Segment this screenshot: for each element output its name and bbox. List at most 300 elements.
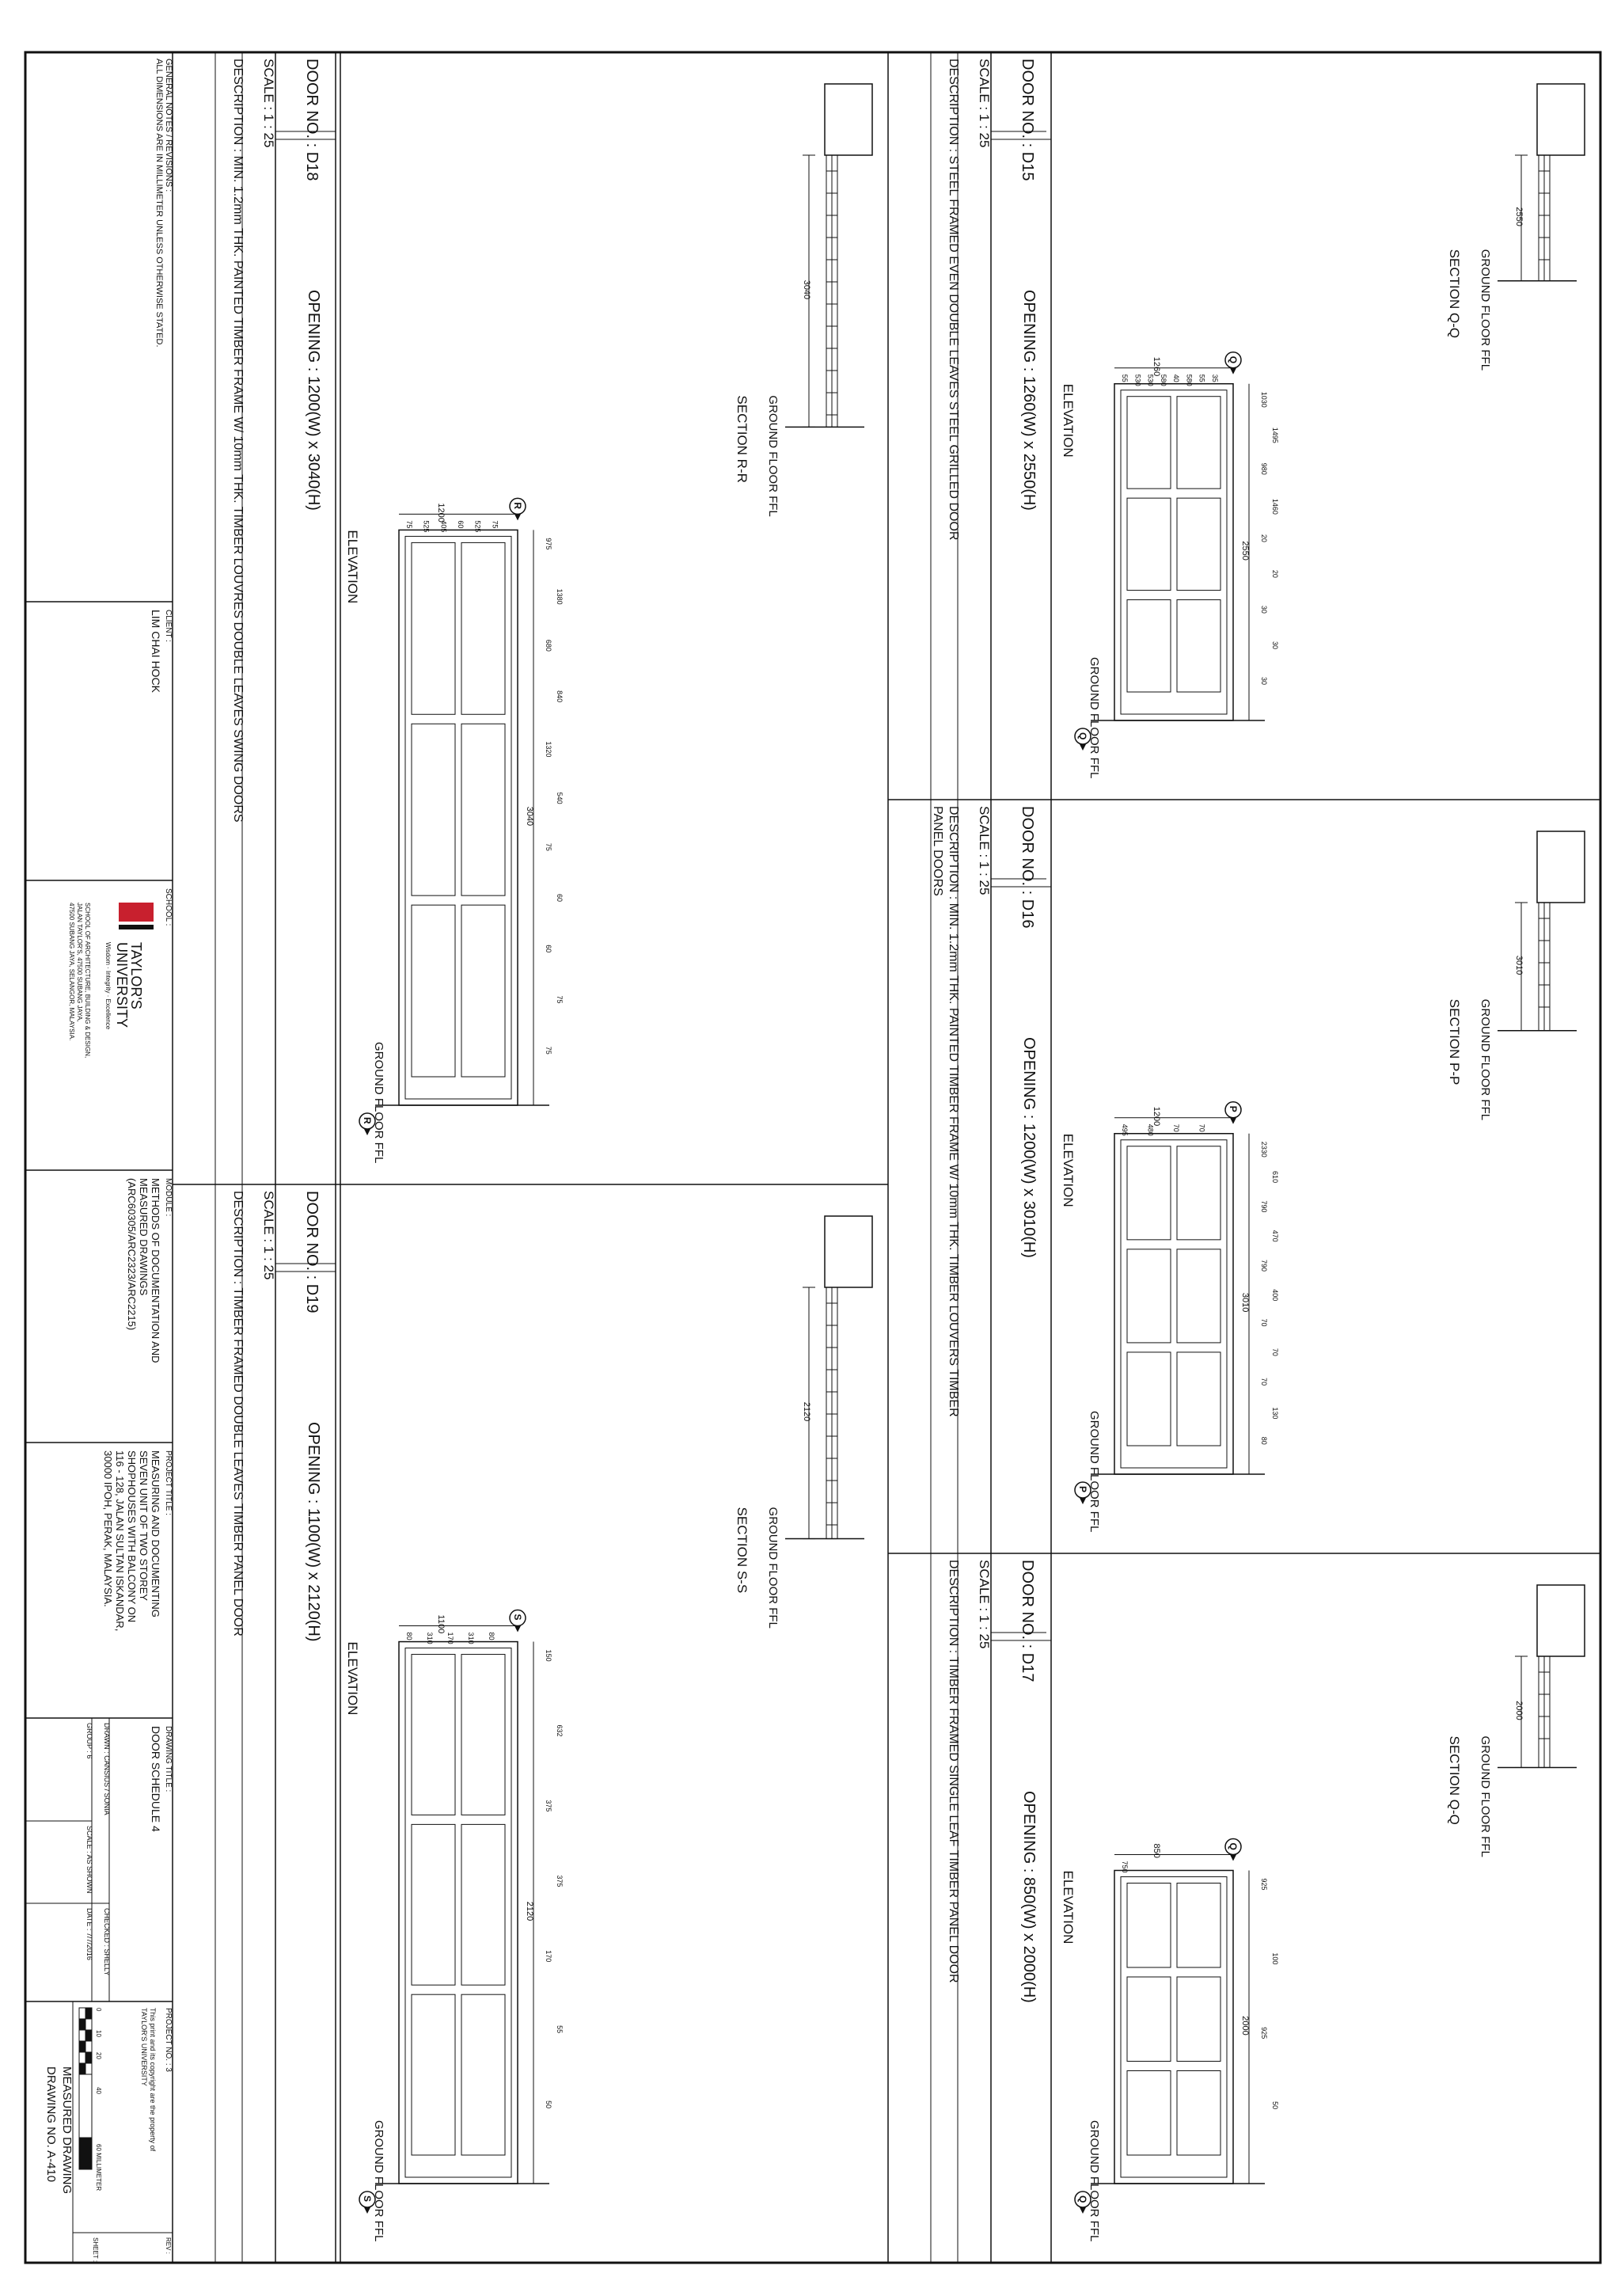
door-number: DOOR NO. : D18 — [303, 59, 321, 181]
scale-tick-4-group — [95, 2144, 102, 2191]
section-marker-letter-1: R — [512, 502, 523, 510]
elevation-door-inner — [1121, 1876, 1227, 2177]
door-description-0-group — [947, 1560, 960, 1983]
elevation-dimension-height-group — [1240, 2016, 1250, 2035]
university-name-2: UNIVERSITY — [114, 942, 130, 1028]
project-title-label-group — [164, 1450, 173, 1515]
dim-side-6: 55 — [1198, 374, 1206, 382]
dim-side-0-group — [405, 1633, 413, 1640]
dim-top-3-group — [1271, 499, 1279, 515]
client-label: CLIENT : — [164, 610, 173, 642]
elevation-door-frame — [1114, 384, 1233, 720]
section-marker-arrow-0 — [1080, 744, 1086, 751]
door-number: DOOR NO. : D15 — [1019, 59, 1036, 181]
section-ffl: GROUND FLOOR FFL — [1479, 249, 1492, 371]
section-dimension-group — [1514, 207, 1524, 226]
elevation-dimension-height: 3040 — [525, 806, 534, 827]
sheet-label-group — [92, 2237, 99, 2262]
opening-size-group — [1020, 1791, 1038, 2003]
scale-bar-seg-b-0 — [79, 2008, 85, 2019]
opening-size-group — [1020, 1037, 1038, 1258]
dim-top-2: 925 — [1260, 2027, 1268, 2039]
dim-top-0-group — [1260, 1878, 1268, 1890]
university-name-1-group — [128, 942, 144, 1009]
dim-top-3-group — [1271, 2101, 1279, 2109]
door-scale-group — [261, 59, 276, 147]
door-description-0: DESCRIPTION : STEEL FRAMED EVEN DOUBLE LEAVES STEEL GRILLED DOOR — [947, 59, 960, 541]
dim-top-2-group — [545, 1800, 552, 1811]
section-marker-letter-1: S — [512, 1614, 523, 1621]
dim-top-3-group — [556, 690, 564, 702]
dim-top-4: 20 — [1260, 534, 1268, 542]
client-label-group — [164, 610, 173, 642]
elevation-dimension-width: 1200 — [436, 503, 446, 523]
door-panel-right-1 — [1177, 1249, 1220, 1343]
dim-top-2-group — [1260, 1200, 1268, 1212]
scale-tick-0-group — [95, 2008, 102, 2012]
door-panel-right-1 — [461, 724, 505, 895]
module-line-2: (ARC60305/ARC2323/ARC2215) — [126, 1178, 138, 1331]
section-marker-arrow-0 — [364, 1129, 370, 1135]
project-title-line-3: 116 - 128, JALAN SULTAN ISKANDAR, — [114, 1450, 126, 1632]
section-marker-letter-1: P — [1228, 1105, 1239, 1112]
section-ffl: GROUND FLOOR FFL — [766, 1507, 780, 1629]
elevation-door-inner — [1121, 390, 1227, 714]
dim-top-9-group — [556, 996, 564, 1004]
dim-top-5: 20 — [1271, 569, 1279, 578]
scale-bar-seg-3 — [85, 2041, 92, 2052]
project-title-label: PROJECT TITLE : — [164, 1450, 173, 1515]
scale-tick-0: 0 — [95, 2008, 102, 2012]
dim-top-1-group — [1271, 428, 1279, 443]
door-panel-left-1 — [1127, 498, 1171, 590]
scale-note-group — [85, 1826, 93, 1894]
elevation-dimension-width: 1200 — [1152, 1106, 1161, 1127]
elevation-label-group — [345, 1642, 360, 1716]
marker-letter-group-1 — [512, 1614, 523, 1621]
section-label-group — [735, 395, 750, 483]
section-ffl: GROUND FLOOR FFL — [1479, 998, 1492, 1121]
dim-side-2: 530 — [1146, 374, 1155, 386]
door-panel-right-1 — [1177, 1977, 1220, 2062]
door-number: DOOR NO. : D17 — [1019, 1560, 1036, 1682]
door-panel-left-2 — [1127, 600, 1171, 692]
door-panel-right-0 — [461, 1655, 505, 1815]
door-number-group — [303, 59, 321, 181]
dim-top-4: 1320 — [545, 741, 552, 758]
door-panel-left-0 — [1127, 397, 1171, 488]
marker-letter-group-1 — [1228, 1106, 1239, 1112]
dim-side-3-group — [467, 1633, 475, 1644]
door-panel-right-0 — [1177, 1883, 1220, 1967]
door-panel-left-2 — [1127, 2070, 1171, 2155]
dim-side-3-group — [1160, 374, 1167, 386]
scale-bar-seg-2 — [85, 2030, 92, 2041]
marker-letter-group-0 — [362, 1117, 373, 1124]
dim-top-1: 1495 — [1271, 427, 1279, 443]
door-panel-right-2 — [1177, 2070, 1220, 2155]
client-name: LIM CHAI HOCK — [150, 610, 162, 694]
section-dimension-group — [802, 1402, 811, 1421]
door-description-0-group — [231, 59, 245, 823]
door-panel-s-4 — [215, 1184, 872, 2263]
marker-letter-group-0 — [1077, 1486, 1088, 1492]
door-panel-left-0 — [412, 1655, 455, 1815]
door-scale: SCALE : 1 : 25 — [261, 1191, 276, 1280]
project-title-line-4-group — [102, 1450, 114, 1607]
dim-top-1-group — [1271, 1952, 1279, 1964]
dim-top-0-group — [545, 538, 552, 549]
section-dimension: 3010 — [1514, 955, 1524, 975]
dim-top-4: 790 — [1260, 1259, 1268, 1272]
elevation-dimension-height: 2120 — [525, 1901, 534, 1922]
door-description-0: DESCRIPTION : TIMBER FRAMED DOUBLE LEAVES TIMBER PANEL DOOR — [231, 1191, 245, 1636]
dim-side-4: 40 — [1172, 374, 1180, 382]
dimension-note-group — [154, 59, 164, 348]
opening-size: OPENING : 1200(W) x 3040(H) — [305, 290, 322, 511]
dim-side-3-group — [457, 520, 465, 528]
measured-drawing-group — [60, 2066, 74, 2194]
scale-tick-3-group — [95, 2087, 102, 2094]
dim-side-3: 60 — [457, 520, 465, 529]
door-panel-right-1 — [461, 1824, 505, 1985]
door-number-group — [1019, 1560, 1036, 1682]
door-description-0: DESCRIPTION : TIMBER FRAMED SINGLE LEAF TIMBER PANEL DOOR — [947, 1560, 960, 1983]
scale-tick-2: 20 — [95, 2052, 102, 2059]
scale-tick-2-group — [95, 2052, 102, 2059]
elevation-door-inner — [405, 536, 511, 1099]
door-panel-right-1 — [1177, 498, 1220, 590]
scale-tick-1: 10 — [95, 2030, 102, 2037]
door-description-0-group — [231, 1191, 245, 1636]
door-panel-left-0 — [412, 542, 455, 714]
section-marker-letter-0: P — [1077, 1486, 1088, 1493]
elevation-label: ELEVATION — [345, 530, 360, 604]
elevation-label-group — [1061, 1870, 1076, 1944]
scale-bar-seg-0 — [85, 2008, 92, 2019]
section-marker-arrow-1 — [514, 1626, 521, 1633]
elevation-ffl: GROUND FLOOR FFL — [1088, 657, 1101, 779]
general-notes-group — [164, 59, 173, 192]
dim-side-2-group — [439, 520, 447, 532]
elevation-door-frame — [399, 530, 518, 1105]
dim-top-8: 30 — [1260, 676, 1268, 685]
section-dimension-group — [1514, 956, 1524, 975]
project-title-line-4: 30000 IPOH, PERAK, MALAYSIA. — [102, 1450, 114, 1607]
date-group — [85, 1908, 93, 1960]
drawing-no: DRAWING NO. A-410 — [44, 2066, 58, 2183]
scale-bar-seg-b-4 — [79, 2052, 85, 2063]
section-marker-arrow-0 — [1080, 1498, 1086, 1504]
scale-note: SCALE : AS SHOWN — [85, 1826, 93, 1894]
door-panel-left-2 — [412, 1994, 455, 2155]
section-dimension-group — [1514, 1701, 1524, 1720]
door-description-0: DESCRIPTION : MIN. 1.2mm THK. PAINTED TIMBER FRAME W/ 10mm THK. TIMBER LOUVERS TIMBER — [947, 806, 960, 1417]
door-description-1: PANEL DOORS — [931, 806, 944, 896]
dim-top-6: 75 — [545, 842, 552, 851]
section-marker-letter-0: Q — [1077, 2195, 1088, 2203]
opening-size: OPENING : 1200(W) x 3010(H) — [1020, 1037, 1038, 1258]
section-ffl: GROUND FLOOR FFL — [766, 395, 780, 517]
door-description-0-group — [947, 59, 960, 540]
title-strip — [25, 59, 173, 2263]
logo-mark-black — [119, 925, 154, 929]
door-description-0-group — [947, 806, 960, 1417]
door-panel-right-0 — [1177, 1146, 1220, 1240]
elevation-dimension-width: 1100 — [436, 1614, 446, 1634]
opening-size: OPENING : 1100(W) x 2120(H) — [305, 1422, 322, 1642]
section-dimension: 2550 — [1514, 207, 1524, 226]
drawn-by: DRAWN : CANSIUS / SONIA — [103, 1723, 111, 1815]
section-ffl-group — [766, 1507, 780, 1629]
project-title-line-0: MEASURING AND DOCUMENTING — [150, 1450, 161, 1617]
dim-top-0-group — [1260, 1142, 1268, 1158]
dim-top-1: 1380 — [556, 588, 564, 605]
dim-side-4-group — [1172, 374, 1180, 382]
dim-top-8: 60 — [545, 945, 552, 953]
door-panel-right-0 — [1177, 397, 1220, 488]
dim-top-7-group — [556, 894, 564, 902]
door-scale-group — [261, 1191, 276, 1279]
dim-top-2-group — [545, 640, 552, 652]
dim-top-3-group — [556, 1875, 564, 1887]
elevation-dimension-width-group — [1152, 1107, 1161, 1126]
section-wall — [1537, 831, 1585, 903]
dim-top-4: 170 — [545, 1950, 552, 1963]
elevation-label-group — [345, 530, 360, 603]
dim-top-6: 50 — [545, 2100, 552, 2109]
dim-top-8-group — [545, 945, 552, 952]
elevation-door-frame — [399, 1642, 518, 2184]
module-line-1-group — [138, 1178, 150, 1296]
dim-top-8: 70 — [1260, 1378, 1268, 1386]
copyright-1-group — [140, 2008, 148, 2086]
section-dimension: 2120 — [802, 1401, 811, 1422]
section-label-group — [1447, 249, 1462, 338]
dim-side-6-group — [1198, 374, 1206, 382]
dim-side-1-group — [426, 1633, 434, 1644]
door-panel-left-1 — [1127, 1977, 1171, 2062]
section-wall — [825, 84, 872, 155]
school-label: SCHOOL : — [164, 888, 173, 926]
elevation-dimension-height: 3010 — [1240, 1292, 1250, 1313]
door-panel-left-1 — [412, 724, 455, 895]
dim-top-6: 30 — [1260, 605, 1268, 614]
university-name-2-group — [114, 942, 130, 1028]
group-no-group — [85, 1723, 93, 1758]
dim-top-1-group — [1271, 1171, 1279, 1183]
module-line-2-group — [126, 1178, 138, 1330]
section-marker-letter-0: S — [362, 2195, 373, 2203]
dim-top-4-group — [545, 1950, 552, 1962]
scale-bar-seg-b-1 — [79, 2019, 85, 2030]
opening-size-group — [305, 1422, 322, 1641]
university-name-1: TAYLOR'S — [128, 942, 144, 1009]
scale-bar-long2 — [79, 2138, 92, 2169]
marker-letter-group-0 — [1077, 2195, 1088, 2203]
section-label: SECTION R-R — [735, 395, 750, 483]
dim-side-0: 75 — [405, 520, 413, 529]
door-description-0: DESCRIPTION : MIN. 1.2mm THK. PAINTED TIMBER FRAME W/ 10mm THK. TIMBER LOUVRES DOUBLE LEAVES SWING DOORS — [231, 59, 245, 823]
dim-side-5: 580 — [1185, 374, 1194, 386]
dim-top-5: 400 — [1271, 1289, 1279, 1302]
elevation-dimension-height-group — [1240, 541, 1250, 560]
dim-top-9-group — [1271, 1407, 1279, 1419]
dim-side-0-group — [405, 520, 413, 528]
school-address-0: SCHOOL OF ARCHITECTURE, BUILDING & DESIGN, — [84, 903, 91, 1059]
section-marker-letter-0: R — [362, 1117, 373, 1124]
dim-side-4-group — [474, 520, 482, 532]
section-label: SECTION Q-Q — [1447, 1735, 1462, 1825]
module-label: MODULE : — [164, 1178, 173, 1217]
dim-top-5-group — [1271, 1289, 1279, 1301]
scale-bar-seg-5 — [85, 2063, 92, 2074]
elevation-dimension-width-group — [436, 503, 446, 522]
dim-top-9: 130 — [1271, 1407, 1279, 1420]
group-no: GROUP : 6 — [85, 1723, 93, 1759]
dim-top-2: 980 — [1260, 462, 1268, 475]
drawing-title: DOOR SCHEDULE 4 — [150, 1726, 162, 1832]
dim-top-1: 610 — [1271, 1171, 1279, 1184]
copyright-0: This print and its copyright are the property of — [149, 2008, 157, 2152]
door-panel-left-0 — [1127, 1883, 1171, 1967]
dim-top-3: 840 — [556, 690, 564, 703]
dim-side-2: 70 — [1172, 1123, 1180, 1132]
elevation-ffl-group — [1088, 1411, 1101, 1532]
door-scale: SCALE : 1 : 25 — [977, 806, 992, 895]
dim-side-0: 750 — [1121, 1861, 1129, 1873]
dim-side-0-group — [1121, 374, 1129, 382]
project-title-line-1: SEVEN UNIT OF TWO STOREY — [138, 1450, 150, 1601]
section-dimension: 2000 — [1514, 1701, 1524, 1720]
dim-side-4-group — [488, 1633, 495, 1640]
rev-label: REV : — [165, 2237, 172, 2254]
section-marker-arrow-1 — [1230, 368, 1236, 374]
school-address-2: 47500 SUBANG JAYA, SELANGOR, MALAYSIA. — [68, 903, 75, 1041]
dim-side-0-group — [1121, 1124, 1129, 1136]
copyright-0-group — [149, 2008, 157, 2152]
section-ffl: GROUND FLOOR FFL — [1479, 1735, 1492, 1857]
dim-top-8-group — [1260, 677, 1268, 685]
date: DATE : 7/7/2016 — [85, 1908, 93, 1960]
door-scale-group — [977, 1560, 992, 1648]
dim-side-3: 70 — [1198, 1123, 1206, 1132]
dim-side-4: 525 — [473, 520, 482, 533]
dim-side-2: 405 — [439, 520, 448, 533]
marker-letter-group-0 — [1077, 732, 1088, 739]
section-wall — [1537, 84, 1585, 155]
elevation-dimension-width: 850 — [1152, 1843, 1161, 1858]
elevation-label-group — [1061, 384, 1076, 458]
dim-side-1-group — [1147, 1124, 1155, 1136]
dim-top-1-group — [556, 589, 564, 605]
door-panel-left-1 — [412, 1824, 455, 1985]
section-ffl-group — [766, 395, 780, 516]
section-marker-letter-1: Q — [1228, 355, 1239, 364]
elevation-door-frame — [1114, 1870, 1233, 2184]
dim-side-7: 35 — [1210, 374, 1219, 382]
project-no-group — [164, 2008, 173, 2072]
university-tagline-group — [104, 942, 112, 1030]
dim-top-7-group — [1271, 1348, 1279, 1356]
module-line-1: MEASURED DRAWINGS — [138, 1178, 150, 1296]
scale-tick-3: 40 — [95, 2087, 102, 2094]
dim-side-4: 80 — [488, 1632, 495, 1640]
section-label-group — [1447, 1735, 1462, 1824]
door-number-group — [1019, 59, 1036, 181]
section-marker-arrow-0 — [364, 2207, 370, 2214]
dim-top-5: 540 — [556, 792, 564, 804]
door-panel-q-2 — [931, 1553, 1585, 2263]
section-marker-arrow-1 — [1230, 1854, 1236, 1861]
checked-by: CHECKED : SHELLY — [103, 1908, 111, 1976]
elevation-label: ELEVATION — [1061, 1870, 1076, 1944]
dim-side-2: 170 — [446, 1632, 454, 1644]
marker-letter-group-1 — [1228, 356, 1239, 363]
university-logo — [119, 903, 154, 929]
elevation-ffl: GROUND FLOOR FFL — [1088, 1411, 1101, 1533]
dim-top-0: 975 — [545, 538, 552, 550]
section-marker-arrow-1 — [514, 514, 521, 520]
section-label-group — [1447, 999, 1462, 1085]
elevation-ffl-group — [372, 1042, 385, 1163]
dim-top-0-group — [1260, 392, 1268, 408]
rev-label-group — [165, 2237, 172, 2254]
scale-bar-seg-b-2 — [79, 2030, 85, 2041]
dim-top-2: 790 — [1260, 1200, 1268, 1213]
dim-side-3-group — [1198, 1124, 1206, 1132]
dim-top-5: 55 — [556, 2025, 564, 2034]
dim-top-10-group — [1260, 1437, 1268, 1445]
dim-top-3: 50 — [1271, 2101, 1279, 2110]
door-panel-right-0 — [461, 542, 505, 714]
section-wall — [825, 1216, 872, 1287]
school-address-1: JALAN TAYLOR'S, 47500 SUBANG JAYA, — [76, 903, 83, 1022]
dim-side-5: 75 — [491, 520, 499, 529]
dimension-note: ALL DIMENSIONS ARE IN MILLIMETER UNLESS OTHERWISE STATED. — [154, 59, 164, 348]
dim-top-10: 75 — [545, 1046, 552, 1055]
scale-bar-seg-4 — [85, 2052, 92, 2063]
checked-by-group — [103, 1908, 111, 1975]
elevation-ffl: GROUND FLOOR FFL — [372, 2120, 385, 2242]
dim-top-5-group — [1271, 570, 1279, 578]
section-ffl-group — [1479, 999, 1492, 1120]
dim-side-2-group — [1172, 1124, 1180, 1132]
project-title-line-0-group — [150, 1450, 161, 1617]
sheet-border — [25, 52, 1600, 2263]
school-address-0-group — [84, 903, 91, 1058]
dim-side-0: 55 — [1121, 374, 1129, 382]
dim-side-1-group — [423, 520, 431, 532]
dim-top-7: 70 — [1271, 1348, 1279, 1356]
door-panel-r-3 — [215, 52, 872, 1184]
elevation-ffl-group — [372, 2120, 385, 2241]
elevation-dimension-height: 2550 — [1240, 541, 1250, 561]
dim-side-7-group — [1211, 374, 1219, 382]
dim-top-2-group — [1260, 463, 1268, 475]
drawing-title-group — [150, 1726, 162, 1832]
dim-top-3: 375 — [556, 1875, 564, 1887]
scale-bar — [79, 2008, 92, 2169]
dim-top-8-group — [1260, 1378, 1268, 1386]
scale-tick-1-group — [95, 2030, 102, 2037]
dim-top-6-group — [545, 2100, 552, 2108]
school-address-2-group — [68, 903, 75, 1040]
university-tagline: Wisdom · Integrity · Excellence — [104, 942, 112, 1030]
scale-bar-long — [79, 2074, 92, 2138]
drawing-title-label-group — [164, 1726, 173, 1792]
drawn-by-group — [103, 1723, 111, 1815]
